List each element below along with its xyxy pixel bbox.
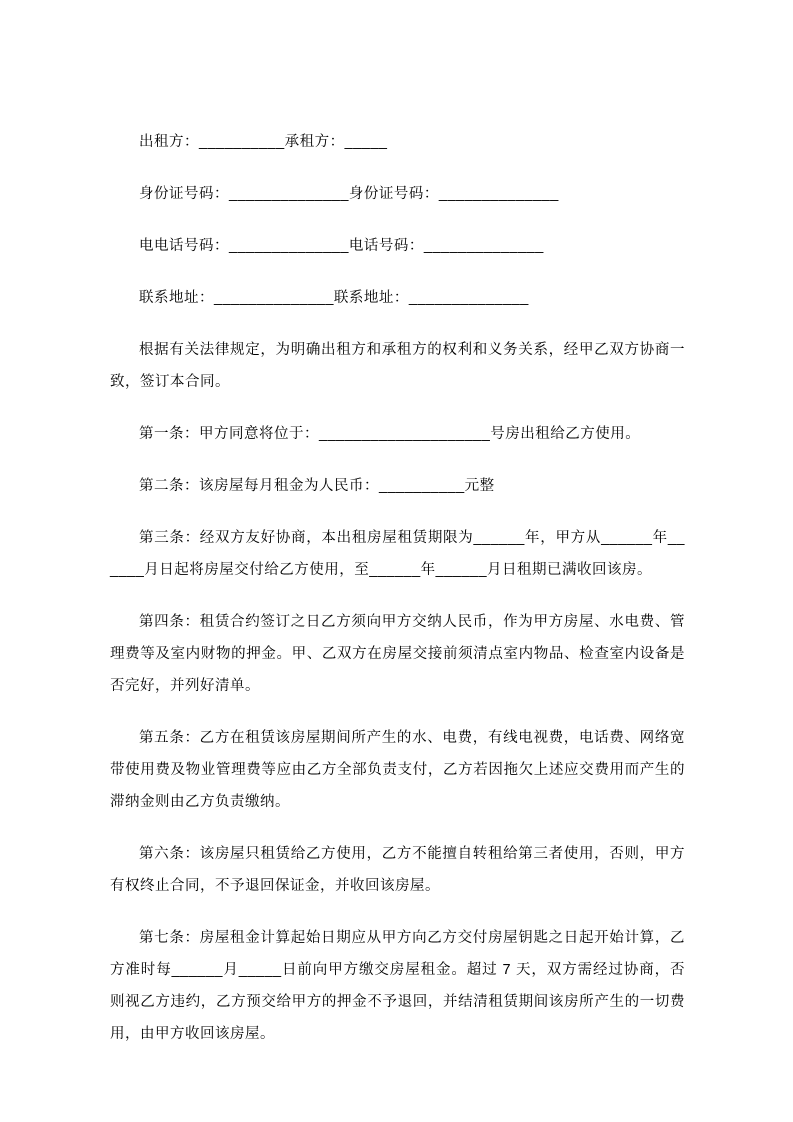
preamble-paragraph: 根据有关法律规定，为明确出租方和承租方的权利和义务关系，经甲乙双方协商一致，签订本合同。 bbox=[110, 342, 685, 390]
clause-5: 第五条：乙方在租赁该房屋期间所产生的水、电费，有线电视费，电话费、网络宽带使用费及物业管理费等应由乙方全部负责支付，乙方若因拖欠上述应交费用而产生的滞纳金则由乙方负责缴纳。 bbox=[110, 730, 685, 810]
phone-number-line: 电电话号码：______________电话号码：______________ bbox=[139, 238, 544, 254]
clause-1: 第一条：甲方同意将位于：____________________号房出租给乙方使用。 bbox=[139, 426, 641, 442]
clause-6: 第六条：该房屋只租赁给乙方使用，乙方不能擅自转租给第三者使用，否则，甲方有权终止合同，不予退回保证金，并收回该房屋。 bbox=[110, 846, 685, 894]
clause-7: 第七条：房屋租金计算起始日期应从甲方向乙方交付房屋钥匙之日起开始计算，乙方准时每______月_____日前向甲方缴交房屋租金。超过 7 天，双方需经过协商，否则视乙方违约，乙方预交给甲方的押金不予退回，并结清租赁期间该房所产生的一切费用，由甲方收回该房屋。 bbox=[110, 930, 685, 1042]
clause-2: 第二条：该房屋每月租金为人民币：__________元整 bbox=[139, 478, 495, 494]
clause-3: 第三条：经双方友好协商，本出租房屋租赁期限为______年，甲方从______年______月日起将房屋交付给乙方使用，至______年______月日租期已满收回该房。 bbox=[110, 530, 685, 578]
parties-line: 出租方：__________承租方：_____ bbox=[139, 134, 388, 150]
clause-4: 第四条：租赁合约签订之日乙方须向甲方交纳人民币，作为甲方房屋、水电费、管理费等及室内财物的押金。甲、乙双方在房屋交接前须清点室内物品、检查室内设备是否完好，并列好清单。 bbox=[110, 614, 685, 694]
id-number-line: 身份证号码：______________身份证号码：______________ bbox=[139, 186, 559, 202]
contact-address-line: 联系地址：______________联系地址：______________ bbox=[139, 290, 529, 306]
